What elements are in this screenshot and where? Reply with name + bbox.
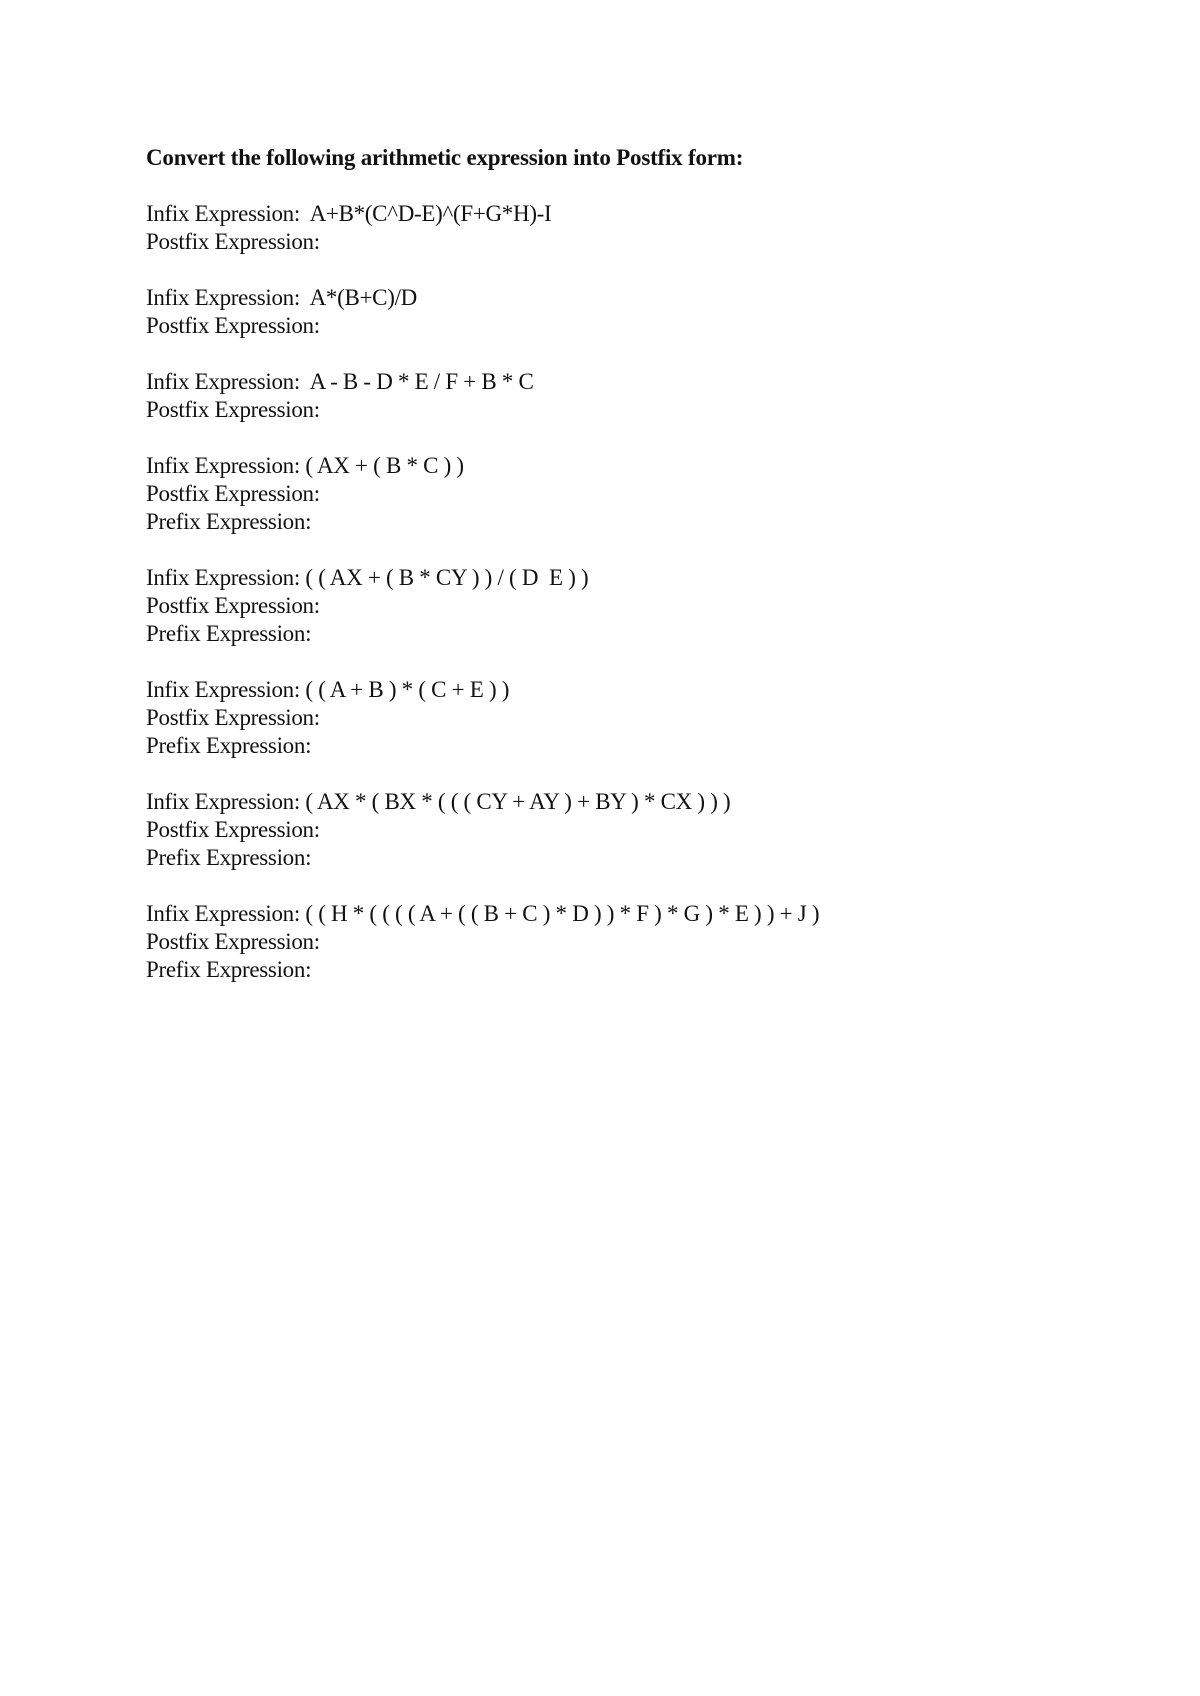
exercise-4 <box>146 452 1146 536</box>
exercise-6 <box>146 676 1146 760</box>
infix-expression-line: Infix Expression: ( ( A + B ) * ( C + E ) ) <box>146 677 510 702</box>
exercise-2 <box>146 284 1146 340</box>
prefix-expression-line: Prefix Expression: <box>146 845 312 870</box>
exercise-3 <box>146 368 1146 424</box>
infix-expression-line: Infix Expression: ( ( H * ( ( ( ( A + ( ( B + C ) * D ) ) * F ) * G ) * E ) ) + J ) <box>146 901 820 926</box>
infix-expression-line: Infix Expression: A+B*(C^D-E)^(F+G*H)-I <box>146 201 552 226</box>
infix-expression-line: Infix Expression: ( AX * ( BX * ( ( ( CY + AY ) + BY ) * CX ) ) ) <box>146 789 731 814</box>
page-heading: Convert the following arithmetic expression into Postfix form: <box>146 145 744 170</box>
postfix-expression-line: Postfix Expression: <box>146 481 320 506</box>
exercise-1 <box>146 200 1146 256</box>
infix-expression-line: Infix Expression: A - B - D * E / F + B * C <box>146 369 534 394</box>
infix-expression-line: Infix Expression: ( ( AX + ( B * CY ) ) / ( D E ) ) <box>146 565 589 590</box>
postfix-expression-line: Postfix Expression: <box>146 593 320 618</box>
postfix-expression-line: Postfix Expression: <box>146 397 320 422</box>
infix-expression-line: Infix Expression: A*(B+C)/D <box>146 285 417 310</box>
postfix-expression-line: Postfix Expression: <box>146 313 320 338</box>
prefix-expression-line: Prefix Expression: <box>146 621 312 646</box>
exercise-8 <box>146 900 1146 984</box>
document-page <box>146 144 1146 1012</box>
exercise-7 <box>146 788 1146 872</box>
prefix-expression-line: Prefix Expression: <box>146 957 312 982</box>
postfix-expression-line: Postfix Expression: <box>146 929 320 954</box>
infix-expression-line: Infix Expression: ( AX + ( B * C ) ) <box>146 453 464 478</box>
prefix-expression-line: Prefix Expression: <box>146 733 312 758</box>
postfix-expression-line: Postfix Expression: <box>146 229 320 254</box>
postfix-expression-line: Postfix Expression: <box>146 817 320 842</box>
prefix-expression-line: Prefix Expression: <box>146 509 312 534</box>
postfix-expression-line: Postfix Expression: <box>146 705 320 730</box>
exercise-5 <box>146 564 1146 648</box>
